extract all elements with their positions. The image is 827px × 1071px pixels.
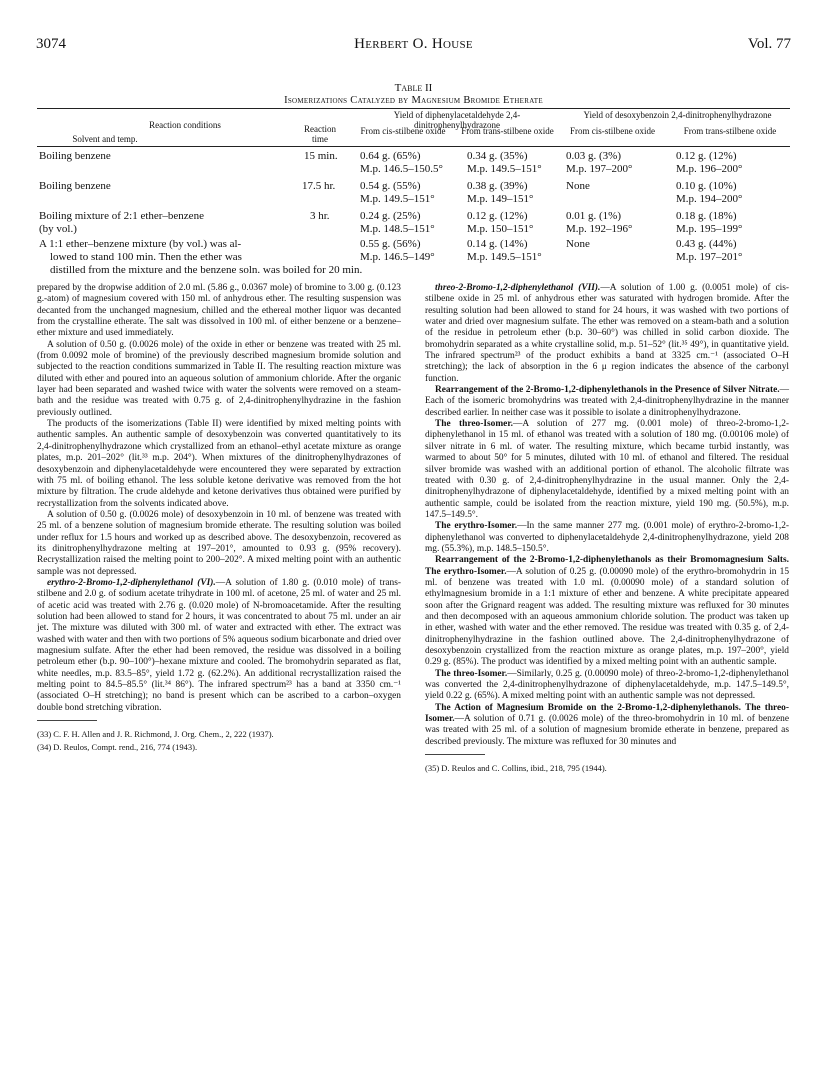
section-heading: The Action of Magnesium Bromide on the 2-Bromo-1,2-diphenylethanols. The threo-Isomer. [425, 702, 789, 725]
cell-yield: 0.34 g. (35%) [467, 150, 528, 162]
cell-mp: M.p. 192–196° [566, 223, 633, 235]
cell-mp: M.p. 149.5–151° [467, 163, 542, 175]
cell-yield: 0.12 g. (12%) [467, 210, 528, 222]
header-ketone-group: Yield of desoxybenzoin 2,4-dinitrophenylhydrazone [583, 110, 772, 120]
cell-yield: 0.24 g. (25%) [360, 210, 421, 222]
paragraph [425, 555, 789, 668]
table-title: Isomerizations Catalyzed by Magnesium Bromide Etherate [284, 95, 543, 106]
paragraph [425, 385, 789, 419]
left-column [37, 283, 401, 753]
cell-yield: 0.43 g. (44%) [676, 238, 737, 250]
cell-mp: M.p. 149.5–151° [467, 251, 542, 263]
cell-mp: M.p. 149.5–151° [360, 193, 435, 205]
cell-mp: M.p. 150–151° [467, 223, 534, 235]
header-trans-1: From trans-stilbene oxide [461, 126, 554, 136]
paragraph: A solution of 0.50 g. (0.0026 mole) of desoxybenzoin in 10 ml. of benzene was treated with 25 ml. of a benzene solution of magnesium bromide etherate. The resulting solution was boiled under reflux for 1.5 hours and worked up as described above. The desoxybenzoin, recovered as its dinitrophenylhydrazone melting at 197–201°, amounted to 0.93 g. (95% recovery). Recrystallization raised the melting point to 200–202°. A mixed melting point with an authentic sample was not depressed. [37, 509, 401, 577]
row-time: 17.5 hr. [302, 180, 336, 192]
paragraph [425, 669, 789, 703]
paragraph [425, 283, 789, 385]
row-solvent: A 1:1 ether–benzene mixture (by vol.) was al- [39, 238, 242, 250]
cell-yield: 0.10 g. (10%) [676, 180, 737, 192]
cell-yield: None [566, 238, 590, 250]
right-column [425, 283, 789, 774]
paragraph [425, 419, 789, 521]
row-solvent-cont: (by vol.) [39, 223, 77, 235]
row-solvent-cont: distilled from the mixture and the benzene soln. was boiled for 20 min. [50, 264, 363, 276]
table-top-rule [37, 108, 790, 109]
paragraph-body: —A solution of 1.80 g. (0.010 mole) of trans-stilbene and 2.0 g. of sodium acetate trihydrate in 100 ml. of acetone, 25 ml. of water and 25 ml. of acetic acid was treated with 2.76 g. (0.020 mole) of N-bromoacetamide. After the resulting solution had been allowed to stand for 2 hours, it was concentrated to about 75 ml. under an air jet. The mixture was diluted with 300 ml. of water and extracted with ether. The extract was washed with water and then with two portions of 5% aqueous sodium bicarbonate and dried over magnesium sulfate. After the ether had been removed, the residue was dissolved in a boiling petroleum ether (b.p. 90–100°)–hexane mixture and cooled. The bromohydrin separated as flat, white needles, m.p. 83.5–85°, yield 1.72 g. (62.2%). An additional recrystallization raised the melting point to 84.5–85.5° (lit.³⁴ 86°). The infrared spectrum²³ has a band at 3350 cm.⁻¹ (associated O–H stretching); no band is present which can be ascribed to a carbon–oxygen double bond stretching vibration. [37, 577, 402, 713]
section-heading: threo-2-Bromo-1,2-diphenylethanol (VII). [435, 283, 601, 293]
paragraph: prepared by the dropwise addition of 2.0 ml. (5.86 g., 0.0367 mole) of bromine to 3.00 g. (0.123 g.-atom) of magnesium covered with 150 ml. of anhydrous ether. The resulting suspension was decanted from the unchanged magnesium, chilled and the ethereal mother liquor was decanted from the crystalline etherate. The salt was dissolved in 100 ml. of either benzene or a benzene–ether mixture and used immediately. [37, 283, 401, 339]
section-heading: The threo-Isomer. [435, 668, 508, 679]
paragraph-body: —A solution of 0.25 g. (0.00090 mole) of the erythro-bromohydrin in 15 ml. of benzene was treated with 1.0 ml. (0.00090 mole) of a standard solution of ethylmagnesium bromide in a 1:1 mixture of ether and benzene. A white precipitate appeared soon after the Grignard reagent was added. The resulting mixture was refluxed for 30 minutes and then decomposed with an aqueous ammonium chloride solution. The product was taken up in ether, washed with water and the ether removed. The residue was treated with 0.35 g. of 2,4-dinitrophenylhydrazine in the fashion outlined above. The 2,4-dinitrophenylhydrazone of desoxybenzoin crystallized from the reaction mixture as orange plates, m.p. 197–200°, yield 0.29 g. (85%). The product was identified by a mixed melting point with an authentic sample. [425, 566, 790, 668]
header-reaction-conditions: Reaction conditions [149, 120, 221, 130]
row-time: 3 hr. [310, 210, 330, 222]
running-author: Herbert O. House [354, 36, 473, 52]
cell-yield: 0.38 g. (39%) [467, 180, 528, 192]
footnote: (35) D. Reulos and C. Collins, ibid., 218, 795 (1944). [425, 763, 607, 774]
section-heading: Rearrangement of the 2-Bromo-1,2-diphenylethanols in the Presence of Silver Nitrate. [435, 385, 780, 396]
footnote-rule [37, 720, 97, 721]
volume-label: Vol. 77 [747, 36, 791, 52]
cell-yield: 0.55 g. (56%) [360, 238, 421, 250]
row-solvent: Boiling mixture of 2:1 ether–benzene [39, 210, 204, 222]
cell-mp: M.p. 148.5–151° [360, 223, 435, 235]
cell-mp: M.p. 197–201° [676, 251, 743, 263]
section-heading: Rearrangement of the 2-Bromo-1,2-diphenylethanols as their Bromomagnesium Salts. The erythro-Isomer. [425, 555, 789, 577]
paragraph-body: —Similarly, 0.25 g. (0.00090 mole) of threo-2-bromo-1,2-diphenylethanol was converted the 2,4-dinitrophenylhydrazone of diphenylacetaldehyde, m.p. 147.5–149.5°, yield 0.22 g. (65%). A mixed melting point with an authentic sample was not depressed. [425, 668, 789, 702]
page-number: 3074 [36, 36, 66, 52]
cell-yield: 0.14 g. (14%) [467, 238, 528, 250]
cell-yield: 0.54 g. (55%) [360, 180, 421, 192]
section-heading: The threo-Isomer. [435, 419, 513, 430]
header-cis-1: From cis-stilbene oxide [360, 126, 446, 136]
footnote-rule [425, 754, 485, 755]
cell-yield: None [566, 180, 590, 192]
paragraph-body: —A solution of 0.71 g. (0.0026 mole) of the threo-bromohydrin in 10 ml. of benzene was treated with 25 ml. of a solution of magnesium bromide etherate in benzene, prepared as described previously. The mixture was refluxed for 30 minutes and [425, 714, 789, 747]
header-trans-2: From trans-stilbene oxide [683, 126, 777, 136]
header-aldehyde-group: Yield of diphenylacetaldehyde 2,4-dinitrophenylhydrazone [393, 110, 521, 130]
row-solvent: Boiling benzene [39, 150, 111, 162]
paragraph [425, 521, 789, 555]
running-header [36, 36, 791, 56]
cell-mp: M.p. 195–199° [676, 223, 743, 235]
cell-yield: 0.18 g. (18%) [676, 210, 737, 222]
cell-yield: 0.12 g. (12%) [676, 150, 737, 162]
cell-mp: M.p. 146.5–150.5° [360, 163, 443, 175]
footnote: (33) C. F. H. Allen and J. R. Richmond, J. Org. Chem., 2, 222 (1937). [37, 729, 274, 740]
cell-mp: M.p. 146.5–149° [360, 251, 435, 263]
paragraph: A solution of 0.50 g. (0.0026 mole) of the oxide in ether or benzene was treated with 25 ml. (from 0.0092 mole of bromine) of the previously described magnesium bromide solution and subjected to the reaction conditions summarized in Table II. The resulting reaction mixture was diluted with ether and poured into an aqueous solution of ammonium chloride. After the organic layer had been separated and washed twice with water the solvents were removed on a steam-bath and the residue was treated with 0.75 g. of 2,4-dinitrophenylhydrazine in the fashion previously outlined. [37, 339, 401, 418]
table-label: Table II [394, 82, 433, 94]
header-reaction-time: Reaction time [304, 124, 336, 144]
cell-mp: M.p. 149–151° [467, 193, 534, 205]
row-time: 15 min. [304, 150, 338, 162]
paragraph-body: —Each of the isomeric bromohydrins was treated with 2,4-dinitrophenylhydrazine in the manner described earlier. In neither case was it possible to isolate a dinitrophenylhydrazone. [425, 385, 789, 418]
section-heading: The erythro-Isomer. [435, 521, 518, 532]
table-header-rule [37, 146, 790, 147]
header-solvent-temp: Solvent and temp. [72, 134, 138, 144]
paragraph-body: —A solution of 1.00 g. (0.0051 mole) of cis-stilbene oxide in 25 ml. of anhydrous ether was saturated with hydrogen bromide. After the resulting solution had been allowed to stand for 24 hours, it was washed with two portions of water and dried over magnesium sulfate. The ether was removed on a steam-bath and a solution of the residue in petroleum ether (b.p. 30–60°) was chilled in solid carbon dioxide. The bromohydrin separated as a white crystalline solid, m.p. 51–52° (lit.³⁵ 49°), in quantitative yield. The infrared spectrum²³ of the product exhibits a band at 3325 cm.⁻¹ (associated O–H stretching); the lack of absorption in the 6 μ region indicates the absence of the carbonyl function. [425, 283, 789, 384]
cell-mp: M.p. 197–200° [566, 163, 633, 175]
header-cis-2: From cis-stilbene oxide [570, 126, 655, 136]
row-solvent-cont: lowed to stand 100 min. Then the ether was [50, 251, 242, 263]
cell-yield: 0.01 g. (1%) [566, 210, 621, 222]
paragraph [37, 578, 401, 714]
paragraph: The products of the isomerizations (Table II) were identified by mixed melting points with authentic samples. An authentic sample of desoxybenzoin was converted quantitatively to its 2,4-dinitrophenylhydrazone which crystallized from an ethanol–ethyl acetate mixture as orange plates, m.p. 201–202° (lit.³³ m.p. 204°). When mixtures of the dinitrophenylhydrazones of desoxybenzoin and diphenylacetaldehyde were encountered they were separated by extraction with 75 ml. of boiling ethanol. The less soluble ketone derivative was removed from the hot mixture by filtration. The crude aldehyde and ketone derivatives thus obtained were purified by recrystallization from the solvents indicated above. [37, 419, 401, 509]
cell-mp: M.p. 194–200° [676, 193, 743, 205]
row-solvent: Boiling benzene [39, 180, 111, 192]
paragraph [425, 703, 789, 748]
cell-yield: 0.03 g. (3%) [566, 150, 621, 162]
footnote: (34) D. Reulos, Compt. rend., 216, 774 (1943). [37, 742, 198, 753]
section-heading: erythro-2-Bromo-1,2-diphenylethanol (VI). [47, 577, 216, 588]
cell-yield: 0.64 g. (65%) [360, 150, 421, 162]
paragraph-body: —In the same manner 277 mg. (0.001 mole) of erythro-2-bromo-1,2-diphenylethanol was converted to diphenylacetaldehyde 2,4-dinitrophenylhydrazone, yield 208 mg. (55.3%), m.p. 148.5–150.5°. [425, 521, 789, 554]
paragraph-body: —A solution of 277 mg. (0.001 mole) of threo-2-bromo-1,2-diphenylethanol in 15 ml. of ethanol was treated with a solution of 180 mg. (0.00106 mole) of silver nitrate in 6 ml. of water. The resulting mixture, which became turbid instantly, was warmed to about 50° for 5 minutes, diluted with 10 ml. of ethanol and filtered. The residual silver bromide was washed with an additional portion of ethanol. The alcoholic filtrate was treated with 0.30 g. of 2,4-dinitrophenylhydrazine in the usual manner. Only the 2,4-dinitrophenylhydrazone of diphenylacetaldehyde, identified by a mixed melting point with an authentic sample, could be isolated from the reaction mixture, yield 190 mg. (50.5%), m.p. 147.5–149.5°. [425, 419, 790, 520]
cell-mp: M.p. 196–200° [676, 163, 743, 175]
